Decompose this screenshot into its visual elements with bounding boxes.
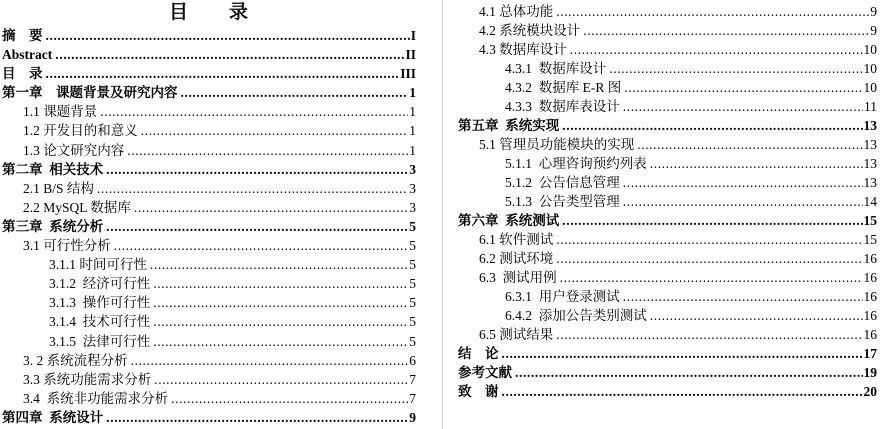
- toc-entry[interactable]: [458, 59, 877, 78]
- page-number: 16: [863, 251, 877, 266]
- toc-entry[interactable]: [2, 255, 416, 274]
- dot-leader: [127, 141, 408, 160]
- page-number: 15: [863, 213, 877, 228]
- toc-entry[interactable]: [2, 217, 416, 236]
- page-number: 10: [863, 61, 877, 76]
- page-number: 13: [863, 156, 877, 171]
- dot-leader: [46, 26, 410, 45]
- dot-leader: [154, 370, 408, 389]
- toc-entry-text: 3.1.5 法律可行性: [49, 333, 151, 349]
- toc-entry-text: 5.1 管理员功能模块的实现: [479, 137, 635, 152]
- dot-leader: [55, 45, 404, 64]
- toc-entry-text: 3.4 系统非功能需求分析: [23, 390, 169, 406]
- toc-entry[interactable]: [2, 83, 416, 102]
- page-number: 13: [863, 118, 877, 133]
- toc-entry[interactable]: [458, 97, 877, 116]
- toc-entry[interactable]: [458, 344, 877, 363]
- dot-leader: [150, 255, 408, 274]
- toc-entry[interactable]: [458, 2, 877, 21]
- toc-entry-text: 5.1.3 公告类型管理: [505, 194, 620, 209]
- dot-leader: [171, 389, 408, 408]
- dot-leader: [556, 230, 862, 249]
- dot-leader: [106, 408, 408, 427]
- dot-leader: [650, 154, 863, 173]
- toc-entry-text: 3.1 可行性分析: [23, 238, 111, 254]
- toc-entry-text: 2.2 MySQL 数据库: [23, 199, 131, 215]
- page-title: 目 录: [168, 2, 249, 23]
- dot-leader: [141, 121, 409, 140]
- toc-entry-text: 第六章 系统测试: [458, 213, 560, 228]
- toc-entry[interactable]: [2, 274, 416, 293]
- toc-entry[interactable]: [458, 211, 877, 230]
- page-number: 20: [863, 384, 877, 399]
- toc-entry-text: 4.3.3 数据库表设计: [505, 99, 620, 114]
- toc-entry[interactable]: [2, 351, 416, 370]
- page-number: 13: [863, 137, 877, 152]
- dot-leader: [153, 293, 408, 312]
- toc-entry[interactable]: [2, 160, 416, 179]
- page-number: 16: [863, 289, 877, 304]
- dot-leader: [623, 287, 863, 306]
- toc-entry[interactable]: [2, 102, 416, 121]
- dot-leader: [556, 249, 862, 268]
- toc-entry[interactable]: [458, 268, 877, 287]
- toc-entry-text: 第三章 系统分析: [2, 218, 104, 234]
- dot-leader: [623, 97, 863, 116]
- dot-leader: [131, 351, 409, 370]
- page-number: 5: [409, 218, 416, 234]
- dot-leader: [562, 211, 862, 230]
- page-number: 5: [409, 314, 416, 330]
- toc-entry-text: 参考文献: [458, 365, 512, 380]
- page-number: 5: [409, 238, 416, 254]
- page-number: 11: [864, 99, 877, 114]
- toc-entry-text: 5.1.1 心理咨询预约列表: [505, 156, 647, 171]
- toc-entry-text: 5.1.2 公告信息管理: [505, 175, 620, 190]
- dot-leader: [106, 160, 408, 179]
- toc-entry[interactable]: [458, 192, 877, 211]
- page-number: 16: [863, 327, 877, 342]
- toc-entry-text: 结 论: [458, 346, 499, 361]
- toc-entry-text: 4.1 总体功能: [479, 4, 554, 19]
- dot-leader: [623, 173, 863, 192]
- toc-rows-right: [458, 2, 877, 401]
- dot-leader: [114, 236, 409, 255]
- dot-leader: [650, 306, 863, 325]
- page-number: 1: [409, 142, 416, 158]
- toc-entry-text: 第一章 课题背景及研究内容: [2, 85, 178, 101]
- page-number: II: [405, 47, 416, 63]
- toc-entry-text: 4.3 数据库设计: [479, 42, 567, 57]
- toc-entry[interactable]: [458, 363, 877, 382]
- page-number: 1: [409, 85, 416, 101]
- dot-leader: [623, 192, 863, 211]
- page-number: 1: [409, 123, 416, 139]
- dot-leader: [637, 135, 862, 154]
- toc-entry-text: 6.3 测试用例: [479, 270, 557, 285]
- toc-entry-text: 第二章 相关技术: [2, 161, 104, 177]
- page-number: 5: [409, 295, 416, 311]
- toc-entry-text: 3. 2 系统流程分析: [23, 352, 128, 368]
- toc-entry-text: 3.1.1 时间可行性: [49, 257, 147, 273]
- toc-column-left: [2, 0, 416, 427]
- page-number: 17: [863, 346, 877, 361]
- toc-entry[interactable]: [458, 249, 877, 268]
- page-number: 5: [409, 276, 416, 292]
- dot-leader: [560, 268, 863, 287]
- toc-entry[interactable]: [458, 230, 877, 249]
- toc-entry[interactable]: [2, 293, 416, 312]
- toc-entry[interactable]: [2, 26, 416, 45]
- dot-leader: [556, 2, 869, 21]
- toc-entry[interactable]: [458, 382, 877, 401]
- dot-leader: [153, 312, 408, 331]
- page-number: 5: [409, 333, 416, 349]
- page-number: 9: [870, 4, 877, 19]
- toc-entry-text: 4.3.2 数据库 E-R 图: [505, 80, 622, 95]
- toc-entry-text: 4.3.1 数据库设计: [505, 61, 607, 76]
- page-number: 3: [409, 161, 416, 177]
- toc-entry-text: 1.2 开发目的和意义: [23, 123, 138, 139]
- toc-entry-text: 2.1 B/S 结构: [23, 180, 94, 196]
- dot-leader: [153, 274, 408, 293]
- toc-entry[interactable]: [2, 198, 416, 217]
- toc-entry-text: 3.3 系统功能需求分析: [23, 371, 152, 387]
- toc-entry-text: 第五章 系统实现: [458, 118, 560, 133]
- toc-entry[interactable]: [458, 40, 877, 59]
- page-number: 5: [409, 257, 416, 273]
- page-number: 16: [863, 308, 877, 323]
- page-number: 16: [863, 270, 877, 285]
- toc-entry[interactable]: [2, 312, 416, 331]
- toc-entry-text: 6.1 软件测试: [479, 232, 554, 247]
- toc-entry-text: 3.1.4 技术可行性: [49, 314, 151, 330]
- dot-leader: [153, 332, 408, 351]
- toc-entry[interactable]: [2, 236, 416, 255]
- toc-rows-left: [2, 26, 416, 427]
- toc-entry-text: 4.2 系统模块设计: [479, 23, 581, 38]
- toc-entry[interactable]: [2, 370, 416, 389]
- dot-leader: [134, 198, 408, 217]
- page-number: 10: [863, 80, 877, 95]
- page-number: III: [400, 66, 416, 82]
- page-number: 15: [863, 232, 877, 247]
- toc-entry-text: 摘 要: [2, 28, 43, 43]
- dot-leader: [100, 102, 408, 121]
- toc-entry[interactable]: [2, 64, 416, 83]
- toc-entry-text: 目 录: [2, 66, 43, 82]
- dot-leader: [583, 21, 869, 40]
- page-number: 13: [863, 175, 877, 190]
- toc-entry-text: 3.1.2 经济可行性: [49, 276, 151, 292]
- page-number: I: [410, 28, 416, 43]
- dot-leader: [624, 78, 862, 97]
- toc-entry-text: 6.2 测试环境: [479, 251, 554, 266]
- toc-entry[interactable]: [458, 21, 877, 40]
- page-number: 7: [409, 371, 416, 387]
- dot-leader: [46, 64, 400, 83]
- toc-entry[interactable]: [2, 179, 416, 198]
- dot-leader: [502, 382, 863, 401]
- toc-entry[interactable]: [458, 135, 877, 154]
- toc-entry[interactable]: [458, 173, 877, 192]
- page-number: 7: [409, 390, 416, 406]
- dot-leader: [515, 363, 863, 382]
- toc-entry-text: 6.3.1 用户登录测试: [505, 289, 620, 304]
- page-divider: [442, 0, 443, 429]
- page-number: 3: [409, 180, 416, 196]
- toc-entry-text: 第四章 系统设计: [2, 409, 104, 425]
- page-number: 9: [409, 409, 416, 425]
- dot-leader: [570, 40, 863, 59]
- dot-leader: [106, 217, 408, 236]
- toc-entry[interactable]: [2, 121, 416, 140]
- toc-entry[interactable]: [458, 116, 877, 135]
- toc-entry-text: Abstract: [2, 47, 53, 63]
- page-number: 19: [863, 365, 877, 380]
- toc-entry-text: 6.5 测试结果: [479, 327, 554, 342]
- toc-entry[interactable]: [2, 389, 416, 408]
- toc-entry[interactable]: [458, 78, 877, 97]
- page-number: 10: [863, 42, 877, 57]
- toc-entry[interactable]: [458, 306, 877, 325]
- toc-entry-text: 1.1 课题背景: [23, 104, 98, 120]
- toc-entry-text: 3.1.3 操作可行性: [49, 295, 151, 311]
- toc-entry[interactable]: [2, 141, 416, 160]
- dot-leader: [562, 116, 862, 135]
- toc-entry-text: 1.3 论文研究内容: [23, 142, 125, 158]
- page-number: 3: [409, 199, 416, 215]
- page-number: 1: [409, 104, 416, 120]
- dot-leader: [97, 179, 408, 198]
- dot-leader: [556, 325, 862, 344]
- page-number: 9: [870, 23, 877, 38]
- toc-entry[interactable]: [2, 332, 416, 351]
- toc-entry[interactable]: [2, 408, 416, 427]
- toc-entry[interactable]: [458, 325, 877, 344]
- page-number: 6: [409, 352, 416, 368]
- toc-entry[interactable]: [458, 154, 877, 173]
- toc-column-right: [458, 2, 877, 401]
- toc-entry[interactable]: [2, 45, 416, 64]
- dot-leader: [609, 59, 862, 78]
- page-number: 14: [863, 194, 877, 209]
- dot-leader: [181, 83, 409, 102]
- dot-leader: [502, 344, 863, 363]
- toc-entry[interactable]: [458, 287, 877, 306]
- toc-entry-text: 6.4.2 添加公告类别测试: [505, 308, 647, 323]
- toc-entry-text: 致 谢: [458, 384, 499, 399]
